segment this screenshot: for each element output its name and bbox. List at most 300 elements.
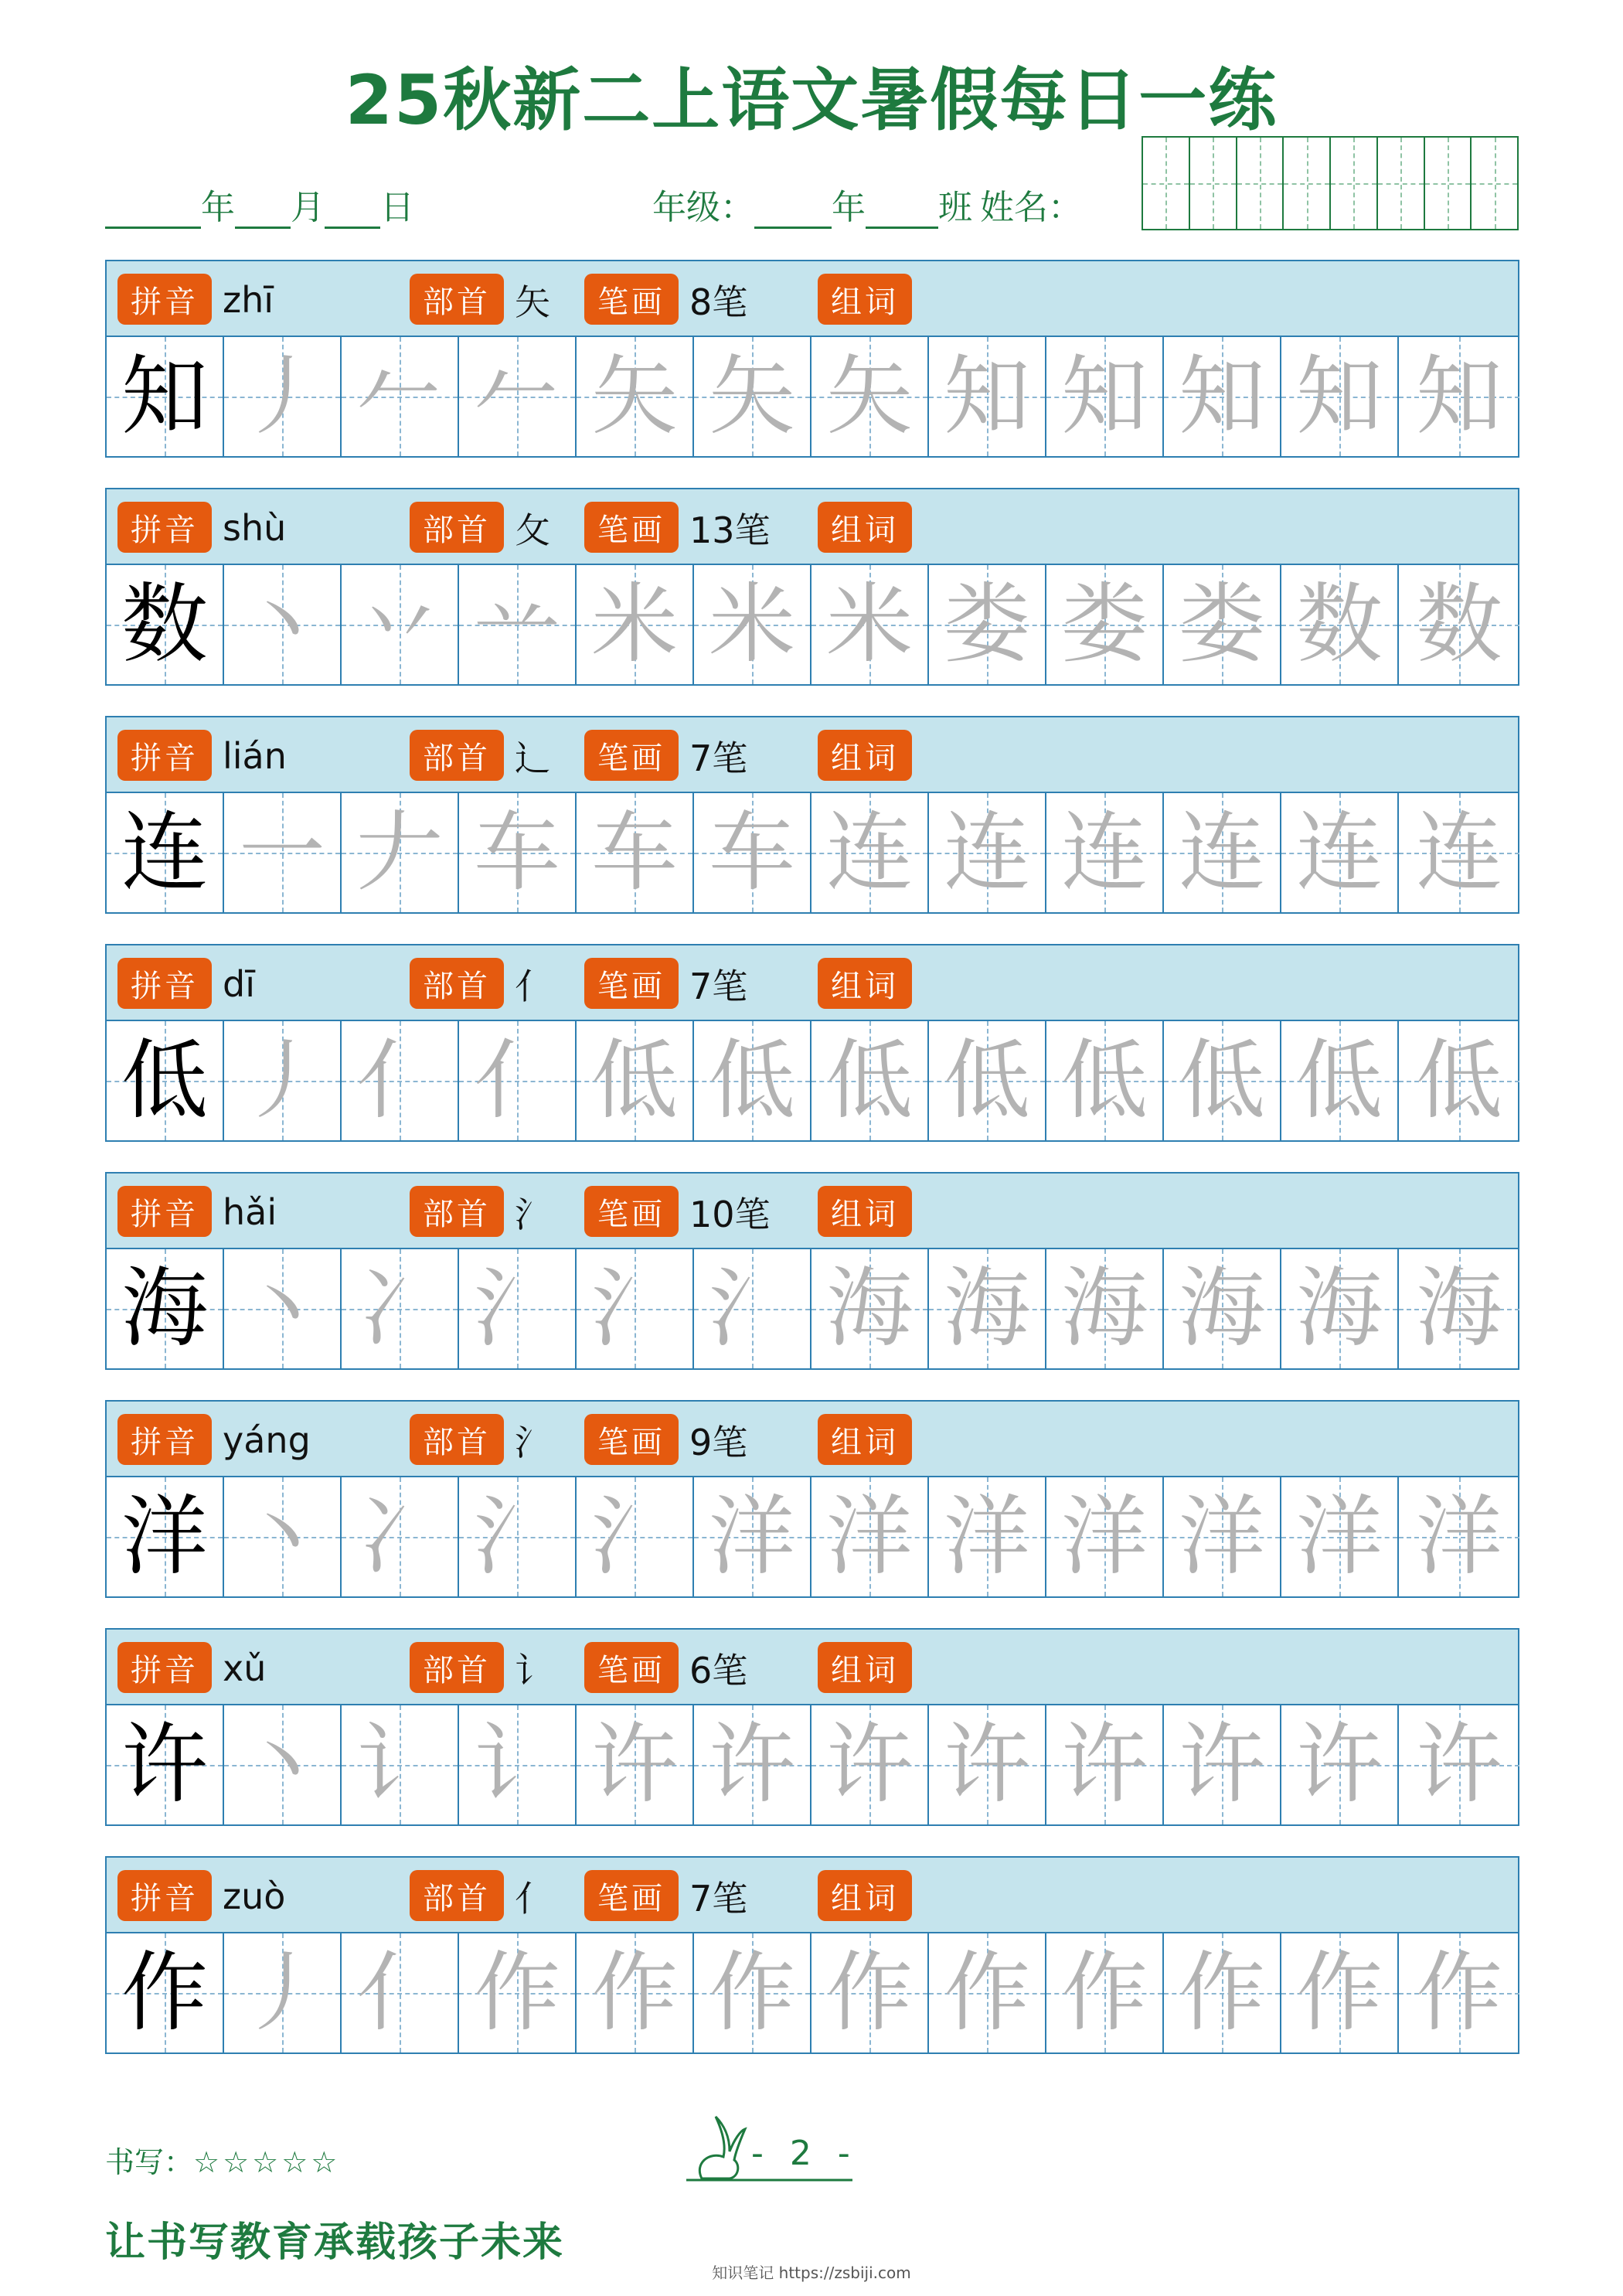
- character-info-bar: [105, 716, 1519, 793]
- tracing-cell[interactable]: [459, 565, 577, 684]
- tracing-cell[interactable]: [342, 1477, 459, 1596]
- tracing-cell[interactable]: [929, 793, 1046, 912]
- tracing-cell[interactable]: [694, 793, 812, 912]
- pinyin-tag: 拼音: [117, 1870, 212, 1921]
- stroke-order-step: 海: [944, 1259, 1030, 1359]
- stroke-order-step: 车: [474, 802, 560, 903]
- stroke-order-step: 连: [1416, 802, 1502, 903]
- tracing-cell[interactable]: [224, 1933, 342, 2052]
- name-box[interactable]: [1284, 138, 1331, 229]
- stroke-order-step: 连: [944, 802, 1030, 903]
- strokes-tag: 笔画: [584, 958, 679, 1009]
- tracing-cell[interactable]: [342, 1249, 459, 1368]
- radical-tag: 部首: [410, 502, 504, 553]
- tracing-cell[interactable]: [1399, 1249, 1519, 1368]
- strokes-value: 10笔: [689, 1194, 771, 1235]
- character-info-bar: [105, 1400, 1519, 1477]
- tracing-cell[interactable]: [1046, 565, 1164, 684]
- tracing-cell[interactable]: [1399, 1021, 1519, 1140]
- tracing-cell[interactable]: [1399, 793, 1519, 912]
- name-box[interactable]: [1190, 138, 1237, 229]
- stroke-order-step: 亻: [474, 1030, 560, 1131]
- stroke-order-step: 娄: [1179, 574, 1265, 675]
- stroke-order-step: 连: [1296, 802, 1383, 903]
- radical-tag: 部首: [410, 1642, 504, 1693]
- tracing-cell[interactable]: [1046, 1933, 1164, 2052]
- writing-grid: [105, 1021, 1519, 1142]
- stroke-order-step: 作: [474, 1943, 560, 2043]
- stroke-order-step: 洋: [1179, 1487, 1265, 1587]
- pinyin-value: xǔ: [223, 1647, 267, 1689]
- tracing-cell[interactable]: [929, 1477, 1046, 1596]
- model-character: 洋: [121, 1487, 208, 1587]
- stroke-order-step: 冫: [356, 1487, 443, 1587]
- radical-tag: 部首: [410, 1414, 504, 1465]
- tracing-cell[interactable]: [1164, 1021, 1281, 1140]
- character-info-bar: [105, 1856, 1519, 1933]
- tracing-cell[interactable]: [929, 565, 1046, 684]
- tracing-cell[interactable]: [1281, 793, 1399, 912]
- character-info-bar: [105, 1628, 1519, 1705]
- strokes-tag: 笔画: [584, 730, 679, 781]
- tracing-cell[interactable]: [224, 1021, 342, 1140]
- radical-value: 攵: [515, 509, 550, 551]
- tracing-cell[interactable]: [459, 1249, 577, 1368]
- stroke-order-step: 海: [1416, 1259, 1502, 1359]
- name-box[interactable]: [1378, 138, 1425, 229]
- pinyin-value: zuò: [223, 1875, 286, 1917]
- tracing-cell[interactable]: [1399, 1477, 1519, 1596]
- radical-value: 亻: [515, 1878, 550, 1920]
- model-character-cell: [107, 793, 224, 912]
- words-tag: 组词: [818, 1186, 912, 1237]
- page-title: 25秋新二上语文暑假每日一练: [345, 60, 1278, 140]
- tracing-cell[interactable]: [342, 1021, 459, 1140]
- tracing-cell[interactable]: [224, 1249, 342, 1368]
- tracing-cell[interactable]: [224, 565, 342, 684]
- stroke-order-step: 米: [826, 574, 913, 675]
- stroke-order-step: 海: [826, 1259, 913, 1359]
- tracing-cell[interactable]: [812, 1933, 929, 2052]
- radical-tag: 部首: [410, 730, 504, 781]
- tracing-cell[interactable]: [577, 565, 694, 684]
- stroke-order-step: 作: [709, 1943, 795, 2043]
- tracing-cell[interactable]: [342, 793, 459, 912]
- stroke-order-step: 米: [709, 574, 795, 675]
- tracing-cell[interactable]: [577, 1021, 694, 1140]
- tracing-cell[interactable]: [929, 337, 1046, 456]
- tracing-cell[interactable]: [1046, 793, 1164, 912]
- stroke-order-step: 低: [1061, 1030, 1148, 1131]
- tracing-cell[interactable]: [929, 1705, 1046, 1824]
- stroke-order-step: 矢: [591, 346, 678, 447]
- stroke-order-step: 矢: [709, 346, 795, 447]
- tracing-cell[interactable]: [1164, 1933, 1281, 2052]
- stroke-order-step: 𠂉: [474, 346, 560, 447]
- tracing-cell[interactable]: [1281, 337, 1399, 456]
- stroke-order-step: 娄: [1061, 574, 1148, 675]
- stroke-order-step: 作: [1179, 1943, 1265, 2043]
- name-box[interactable]: [1331, 138, 1378, 229]
- stroke-order-step: 知: [944, 346, 1030, 447]
- stroke-order-step: 丿: [239, 1030, 325, 1131]
- character-info-bar: [105, 944, 1519, 1021]
- stroke-order-step: 许: [1179, 1715, 1265, 1815]
- tracing-cell[interactable]: [812, 793, 929, 912]
- stroke-order-step: 许: [944, 1715, 1030, 1815]
- tracing-cell[interactable]: [812, 1249, 929, 1368]
- model-character-cell: [107, 1249, 224, 1368]
- radical-value: 矢: [515, 281, 550, 323]
- stroke-order-step: 车: [591, 802, 678, 903]
- stroke-order-step: 海: [1061, 1259, 1148, 1359]
- stroke-order-step: 讠: [356, 1715, 443, 1815]
- writing-grid: [105, 337, 1519, 458]
- tracing-cell[interactable]: [577, 1477, 694, 1596]
- tracing-cell[interactable]: [459, 1021, 577, 1140]
- model-character: 海: [121, 1259, 208, 1359]
- pinyin-value: zhī: [223, 279, 274, 321]
- pinyin-tag: 拼音: [117, 1642, 212, 1693]
- stroke-order-step: 丶: [239, 1715, 325, 1815]
- stroke-order-step: 氵: [591, 1487, 678, 1587]
- tracing-cell[interactable]: [1281, 1021, 1399, 1140]
- page-number: - 2 -: [751, 2134, 858, 2173]
- radical-tag: 部首: [410, 274, 504, 325]
- pinyin-value: yáng: [223, 1419, 311, 1461]
- writing-grid: [105, 565, 1519, 686]
- tracing-cell[interactable]: [1281, 1933, 1399, 2052]
- tracing-cell[interactable]: [694, 337, 812, 456]
- model-character-cell: [107, 337, 224, 456]
- tracing-cell[interactable]: [1164, 337, 1281, 456]
- day-blank[interactable]: [325, 188, 380, 229]
- rating: [105, 2138, 340, 2181]
- stroke-order-step: 海: [1179, 1259, 1265, 1359]
- stroke-order-step: 䒑: [474, 574, 560, 675]
- stroke-order-step: 洋: [1061, 1487, 1148, 1587]
- name-writing-grid[interactable]: [1142, 136, 1519, 230]
- words-tag: 组词: [818, 730, 912, 781]
- tracing-cell[interactable]: [1281, 1477, 1399, 1596]
- stroke-order-step: 亻: [356, 1943, 443, 2043]
- stroke-order-step: 许: [1296, 1715, 1383, 1815]
- pinyin-tag: 拼音: [117, 958, 212, 1009]
- pinyin-value: lián: [223, 735, 287, 777]
- tracing-cell[interactable]: [1164, 1477, 1281, 1596]
- strokes-value: 6笔: [689, 1650, 748, 1691]
- stroke-order-step: 作: [826, 1943, 913, 2043]
- strokes-value: 7笔: [689, 738, 748, 779]
- character-info-bar: [105, 260, 1519, 337]
- tracing-cell[interactable]: [1164, 1249, 1281, 1368]
- stroke-order-step: 低: [1416, 1030, 1502, 1131]
- tracing-cell[interactable]: [1046, 1249, 1164, 1368]
- pinyin-tag: 拼音: [117, 502, 212, 553]
- stroke-order-step: 氵: [474, 1487, 560, 1587]
- stroke-order-step: 低: [591, 1030, 678, 1131]
- stroke-order-step: 氵: [591, 1259, 678, 1359]
- model-character: 作: [121, 1943, 208, 2043]
- stroke-order-step: 低: [826, 1030, 913, 1131]
- writing-grid: [105, 1933, 1519, 2054]
- stroke-order-step: 低: [709, 1030, 795, 1131]
- strokes-value: 9笔: [689, 1422, 748, 1463]
- tracing-cell[interactable]: [342, 565, 459, 684]
- character-block: [105, 1856, 1519, 2054]
- model-character-cell: [107, 1021, 224, 1140]
- tracing-cell[interactable]: [577, 337, 694, 456]
- stroke-order-step: 洋: [1296, 1487, 1383, 1587]
- tracing-cell[interactable]: [694, 1933, 812, 2052]
- character-block: [105, 1628, 1519, 1826]
- stroke-order-step: 车: [709, 802, 795, 903]
- stroke-order-step: 讠: [474, 1715, 560, 1815]
- stroke-order-step: 洋: [944, 1487, 1030, 1587]
- tracing-cell[interactable]: [1399, 1705, 1519, 1824]
- stroke-order-step: 许: [1061, 1715, 1148, 1815]
- stroke-order-step: 许: [709, 1715, 795, 1815]
- words-tag: 组词: [818, 1642, 912, 1693]
- stroke-order-step: 知: [1061, 346, 1148, 447]
- date-day-label: 日: [380, 188, 414, 227]
- tracing-cell[interactable]: [459, 1705, 577, 1824]
- class-label: 班: [938, 188, 972, 227]
- stroke-order-step: 数: [1296, 574, 1383, 675]
- tracing-cell[interactable]: [1281, 1705, 1399, 1824]
- pinyin-value: hǎi: [223, 1191, 277, 1233]
- stroke-order-step: 作: [944, 1943, 1030, 2043]
- tracing-cell[interactable]: [342, 1705, 459, 1824]
- stroke-order-step: 娄: [944, 574, 1030, 675]
- month-blank[interactable]: [235, 188, 291, 229]
- strokes-value: 7笔: [689, 1878, 748, 1920]
- tracing-cell[interactable]: [812, 337, 929, 456]
- stroke-order-step: 低: [1296, 1030, 1383, 1131]
- tracing-cell[interactable]: [812, 1021, 929, 1140]
- strokes-value: 13笔: [689, 509, 771, 551]
- radical-tag: 部首: [410, 1186, 504, 1237]
- model-character: 低: [121, 1030, 208, 1131]
- strokes-tag: 笔画: [584, 1186, 679, 1237]
- radical-value: 辶: [515, 738, 550, 779]
- grade-label: 年级：: [652, 188, 754, 227]
- character-block: [105, 1400, 1519, 1598]
- character-block: [105, 716, 1519, 914]
- character-info-bar: [105, 488, 1519, 565]
- model-character-cell: [107, 1705, 224, 1824]
- words-tag: 组词: [818, 274, 912, 325]
- character-block: [105, 260, 1519, 458]
- stroke-order-step: 氵: [474, 1259, 560, 1359]
- model-character: 知: [121, 346, 208, 447]
- stroke-order-step: 许: [591, 1715, 678, 1815]
- stroke-order-step: 冫: [356, 1259, 443, 1359]
- stroke-order-step: 作: [1061, 1943, 1148, 2043]
- stroke-order-step: 连: [1179, 802, 1265, 903]
- writing-grid: [105, 1477, 1519, 1598]
- writing-grid: [105, 793, 1519, 914]
- stroke-order-step: 米: [591, 574, 678, 675]
- student-info-line: [652, 182, 1082, 229]
- radical-value: 讠: [515, 1650, 550, 1691]
- tracing-cell[interactable]: [812, 1477, 929, 1596]
- tracing-cell[interactable]: [459, 337, 577, 456]
- model-character-cell: [107, 1933, 224, 2052]
- stroke-order-step: 低: [944, 1030, 1030, 1131]
- tracing-cell[interactable]: [577, 1249, 694, 1368]
- stroke-order-step: 作: [1416, 1943, 1502, 2043]
- tracing-cell[interactable]: [812, 565, 929, 684]
- model-character: 许: [121, 1715, 208, 1815]
- model-character-cell: [107, 565, 224, 684]
- model-character: 连: [121, 802, 208, 903]
- tracing-cell[interactable]: [1046, 337, 1164, 456]
- stroke-order-step: 作: [591, 1943, 678, 2043]
- stroke-order-step: 洋: [709, 1487, 795, 1587]
- tracing-cell[interactable]: [1281, 1249, 1399, 1368]
- date-line: [105, 182, 414, 229]
- radical-value: 氵: [515, 1422, 550, 1463]
- name-box[interactable]: [1143, 138, 1190, 229]
- date-year-label: 年: [201, 188, 235, 227]
- tracing-cell[interactable]: [694, 1249, 812, 1368]
- slogan: 让书写教育承载孩子未来: [105, 2219, 565, 2266]
- tracing-cell[interactable]: [1281, 565, 1399, 684]
- stroke-order-step: 𠂉: [356, 346, 443, 447]
- character-block: [105, 1172, 1519, 1370]
- stroke-order-step: 丶: [239, 574, 325, 675]
- grade-year-label: 年: [832, 188, 866, 227]
- tracing-cell[interactable]: [1046, 1021, 1164, 1140]
- model-character-cell: [107, 1477, 224, 1596]
- pinyin-tag: 拼音: [117, 1186, 212, 1237]
- stroke-order-step: 知: [1296, 346, 1383, 447]
- stroke-order-step: 洋: [826, 1487, 913, 1587]
- stroke-order-step: 丶: [239, 1487, 325, 1587]
- tracing-cell[interactable]: [1399, 565, 1519, 684]
- stroke-order-step: 知: [1179, 346, 1265, 447]
- stroke-order-step: 氵: [709, 1259, 795, 1359]
- tracing-cell[interactable]: [577, 1933, 694, 2052]
- tracing-cell[interactable]: [459, 1933, 577, 2052]
- stroke-order-step: 矢: [826, 346, 913, 447]
- name-box[interactable]: [1472, 138, 1517, 229]
- stroke-order-step: 低: [1179, 1030, 1265, 1131]
- stroke-order-step: 连: [1061, 802, 1148, 903]
- tracing-cell[interactable]: [694, 1477, 812, 1596]
- strokes-value: 8笔: [689, 281, 748, 323]
- date-month-label: 月: [291, 188, 325, 227]
- stroke-order-step: 知: [1416, 346, 1502, 447]
- tracing-cell[interactable]: [694, 565, 812, 684]
- tracing-cell[interactable]: [1164, 565, 1281, 684]
- tracing-cell[interactable]: [342, 337, 459, 456]
- radical-tag: 部首: [410, 958, 504, 1009]
- stroke-order-step: 数: [1416, 574, 1502, 675]
- tracing-cell[interactable]: [1046, 1477, 1164, 1596]
- tracing-cell[interactable]: [577, 793, 694, 912]
- tracing-cell[interactable]: [1164, 793, 1281, 912]
- rating-label: 书写：: [105, 2145, 194, 2179]
- rating-stars[interactable]: ☆☆☆☆☆: [193, 2145, 341, 2179]
- tracing-cell[interactable]: [577, 1705, 694, 1824]
- tracing-cell[interactable]: [1164, 1705, 1281, 1824]
- strokes-tag: 笔画: [584, 1870, 679, 1921]
- pinyin-tag: 拼音: [117, 730, 212, 781]
- character-block: [105, 944, 1519, 1142]
- strokes-tag: 笔画: [584, 1414, 679, 1465]
- tracing-cell[interactable]: [929, 1933, 1046, 2052]
- words-tag: 组词: [818, 1870, 912, 1921]
- name-label: 姓名：: [980, 188, 1082, 227]
- stroke-order-step: 𠂇: [356, 802, 443, 903]
- tracing-cell[interactable]: [459, 793, 577, 912]
- tracing-cell[interactable]: [929, 1021, 1046, 1140]
- stroke-order-step: 许: [1416, 1715, 1502, 1815]
- name-box[interactable]: [1237, 138, 1284, 229]
- stroke-order-step: 一: [239, 802, 325, 903]
- model-character: 数: [121, 574, 208, 675]
- tracing-cell[interactable]: [694, 1021, 812, 1140]
- tracing-cell[interactable]: [224, 1477, 342, 1596]
- tracing-cell[interactable]: [1399, 337, 1519, 456]
- stroke-order-step: 洋: [1416, 1487, 1502, 1587]
- tracing-cell[interactable]: [694, 1705, 812, 1824]
- strokes-tag: 笔画: [584, 1642, 679, 1693]
- stroke-order-step: 许: [826, 1715, 913, 1815]
- radical-tag: 部首: [410, 1870, 504, 1921]
- name-box[interactable]: [1425, 138, 1472, 229]
- tracing-cell[interactable]: [224, 1705, 342, 1824]
- radical-value: 亻: [515, 966, 550, 1007]
- strokes-value: 7笔: [689, 966, 748, 1007]
- class-blank[interactable]: [866, 188, 938, 229]
- stroke-order-step: 海: [1296, 1259, 1383, 1359]
- words-tag: 组词: [818, 502, 912, 553]
- tracing-cell[interactable]: [1046, 1705, 1164, 1824]
- pinyin-value: dī: [223, 963, 255, 1005]
- source-footer: 知识笔记 https://zsbiji.com: [712, 2264, 911, 2282]
- tracing-cell[interactable]: [929, 1249, 1046, 1368]
- stroke-order-step: 丿: [239, 1943, 325, 2043]
- stroke-order-step: 丶: [239, 1259, 325, 1359]
- stroke-order-step: 亻: [356, 1030, 443, 1131]
- stroke-order-step: 丿: [239, 346, 325, 447]
- year-blank[interactable]: [105, 188, 201, 229]
- strokes-tag: 笔画: [584, 274, 679, 325]
- words-tag: 组词: [818, 958, 912, 1009]
- words-tag: 组词: [818, 1414, 912, 1465]
- tracing-cell[interactable]: [812, 1705, 929, 1824]
- tracing-cell[interactable]: [224, 793, 342, 912]
- pinyin-tag: 拼音: [117, 274, 212, 325]
- character-info-bar: [105, 1172, 1519, 1249]
- grade-year-blank[interactable]: [754, 188, 832, 229]
- stroke-order-step: 丷: [356, 574, 443, 675]
- tracing-cell[interactable]: [342, 1933, 459, 2052]
- character-block: [105, 488, 1519, 686]
- pinyin-tag: 拼音: [117, 1414, 212, 1465]
- stroke-order-step: 作: [1296, 1943, 1383, 2043]
- stroke-order-step: 连: [826, 802, 913, 903]
- tracing-cell[interactable]: [1399, 1933, 1519, 2052]
- tracing-cell[interactable]: [459, 1477, 577, 1596]
- tracing-cell[interactable]: [224, 337, 342, 456]
- writing-grid: [105, 1249, 1519, 1370]
- radical-value: 氵: [515, 1194, 550, 1235]
- writing-grid: [105, 1705, 1519, 1826]
